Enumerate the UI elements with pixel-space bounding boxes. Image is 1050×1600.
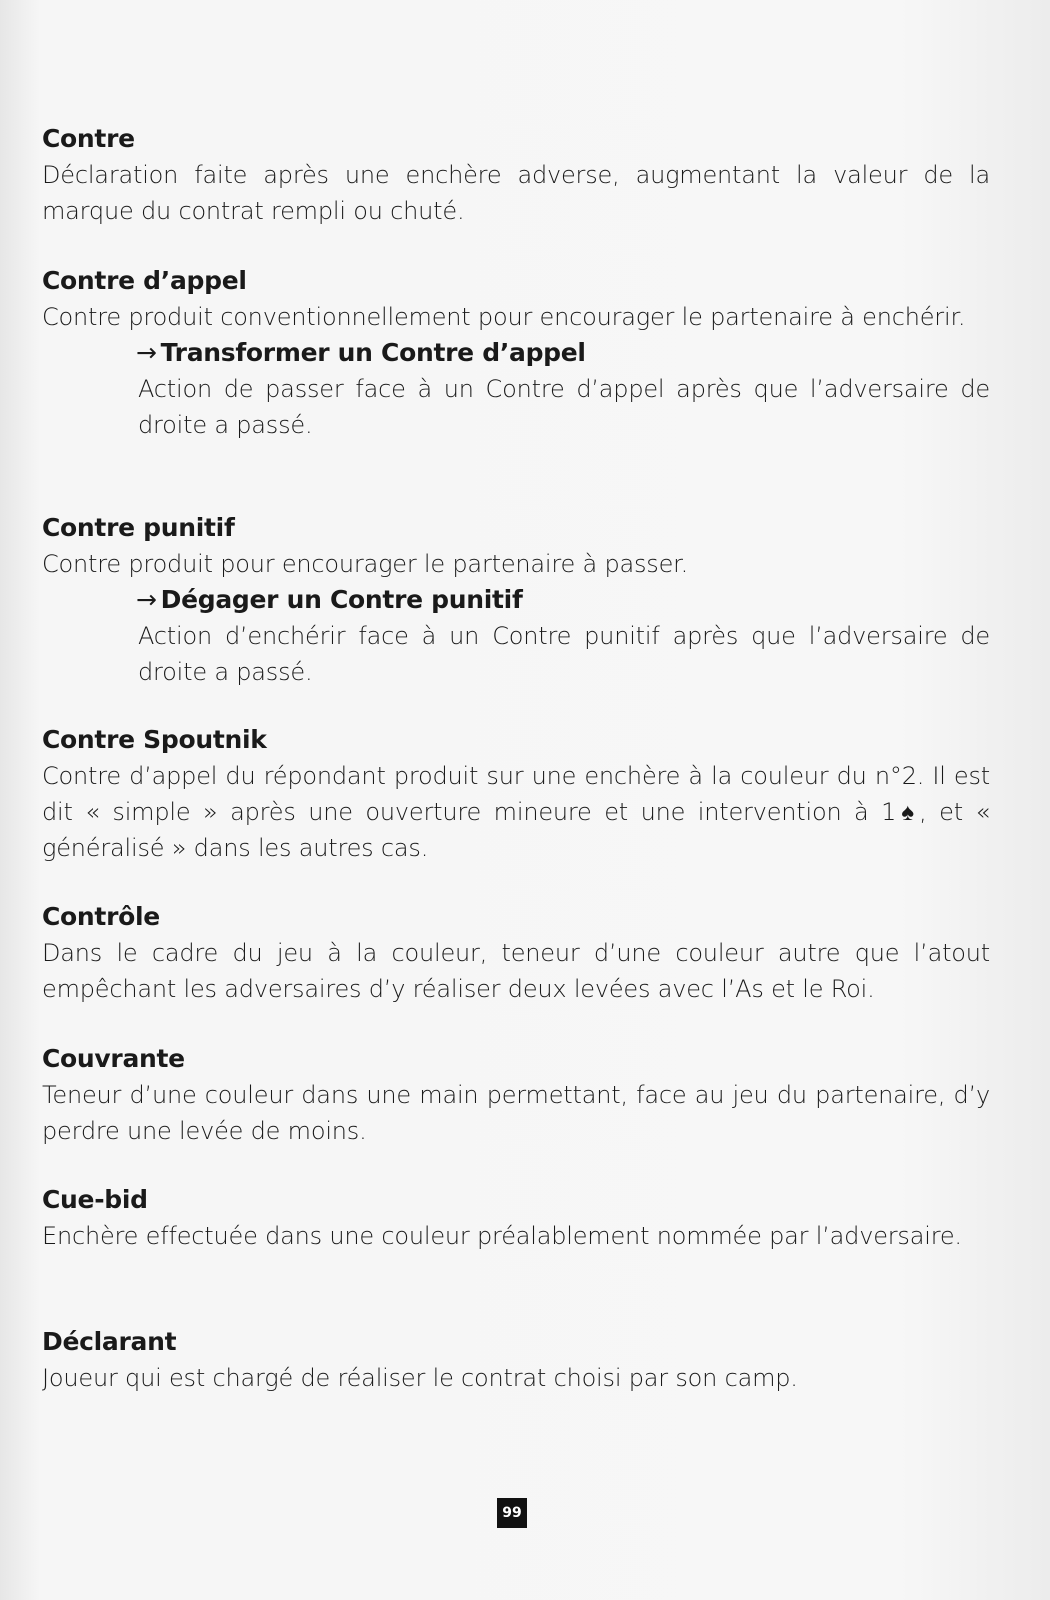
glossary-entry-declarant [42,1324,990,1396]
page-number: 99 [497,1498,527,1528]
entry-term: Cue-bid [42,1185,148,1214]
glossary-entry-controle [42,899,990,1007]
entry-term: Contre Spoutnik [42,725,267,754]
entry-term: Contre d’appel [42,266,247,295]
entry-definition: Teneur d’une couleur dans une main permettant, face au jeu du partenaire, d’y perdre une levée de moins. [42,1081,990,1145]
sub-entry-definition: Action de passer face à un Contre d’appel après que l’adversaire de droite a passé. [138,375,990,439]
glossary-entry-contre-punitif [42,510,990,690]
sub-entry-definition: Action d’enchérir face à un Contre punitif après que l’adversaire de droite a passé. [138,622,990,686]
entry-term: Contrôle [42,902,160,931]
entry-term: Couvrante [42,1044,185,1073]
entry-term: Contre [42,124,135,153]
entry-term: Contre punitif [42,513,235,542]
entry-definition: Contre produit pour encourager le partenaire à passer. [42,550,689,578]
sub-entry [138,582,990,690]
glossary-entry-cue-bid [42,1182,990,1254]
arrow-icon: → [136,585,157,614]
entry-definition: Enchère effectuée dans une couleur préalablement nommée par l’adversaire. [42,1222,962,1250]
sub-entry-term: → Dégager un Contre punitif [136,585,523,614]
sub-entry-term: → Transformer un Contre d’appel [136,338,586,367]
sub-entry [138,335,990,443]
entry-term: Déclarant [42,1327,177,1356]
entry-definition: Dans le cadre du jeu à la couleur, teneur d’une couleur autre que l’atout empêchant les adversaires d’y réaliser deux levées avec l’As et le Roi. [42,939,990,1003]
arrow-icon: → [136,338,157,367]
entry-definition: Contre d’appel du répondant produit sur une enchère à la couleur du n°2. Il est dit « simple » après une ouverture mineure et une intervention à 1♠, et « généralisé » dans les autres cas. [42,762,990,862]
entry-definition: Contre produit conventionnellement pour encourager le partenaire à enchérir. [42,303,966,331]
glossary-entry-contre [42,121,990,229]
glossary-entry-contre-appel [42,263,990,443]
entry-definition: Joueur qui est chargé de réaliser le contrat choisi par son camp. [42,1364,798,1392]
entry-definition: Déclaration faite après une enchère adverse, augmentant la valeur de la marque du contrat rempli ou chuté. [42,161,990,225]
glossary-entry-contre-spoutnik [42,722,990,866]
glossary-entry-couvrante [42,1041,990,1149]
